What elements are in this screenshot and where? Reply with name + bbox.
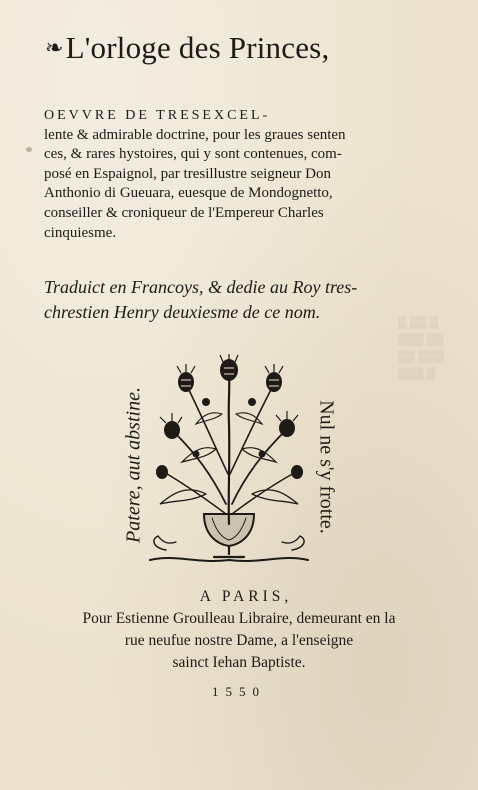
thistle-woodcut-icon <box>146 354 312 568</box>
description-line: posé en Espaignol, par tresillustre seigneur Don <box>44 165 332 182</box>
imprint-city: A PARIS, <box>199 588 293 605</box>
dedication-block <box>44 275 444 325</box>
imprint-line: Pour Estienne Groulleau Libraire, demeurant en la <box>82 610 396 627</box>
description-line: conseiller & croniqueur de l'Empereur Charles <box>44 204 324 221</box>
description-line: cinquiesme. <box>44 224 117 241</box>
description-caps: OEVVRE DE TRESEXCEL- <box>44 108 271 123</box>
description-line: ces, & rares hystoires, qui y sont contenues, com- <box>44 146 342 163</box>
imprint-block <box>0 586 478 674</box>
motto-left: Patere, aut abstine. <box>122 387 145 543</box>
dedication-line: chrestien Henry deuxiesme de ce nom. <box>44 302 321 322</box>
motto-right: Nul ne s'y frotte. <box>315 400 338 534</box>
show-through-text: ▒ ▒▒ ▒ ▒▒▒ ▒▒ ▒▒ ▒▒▒ ▒▒▒ ▒ <box>398 315 444 380</box>
imprint-line: sainct Iehan Baptiste. <box>172 654 306 671</box>
ink-spot <box>26 147 32 152</box>
description-line: lente & admirable doctrine, pour les graues senten <box>44 126 346 143</box>
description-line <box>44 106 439 126</box>
dedication-line: Traduict en Francoys, & dedie au Roy tres- <box>44 277 358 297</box>
fleuron-icon: ❧ <box>45 35 64 60</box>
imprint-line: rue neufue nostre Dame, a l'enseigne <box>124 632 354 649</box>
description-block <box>44 106 439 243</box>
publication-year: 1550 <box>212 684 266 699</box>
book-title <box>45 30 445 66</box>
title-text: L'orloge des Princes, <box>65 30 330 65</box>
description-line: Anthonio di Gueuara, euesque de Mondognetto, <box>44 185 333 202</box>
